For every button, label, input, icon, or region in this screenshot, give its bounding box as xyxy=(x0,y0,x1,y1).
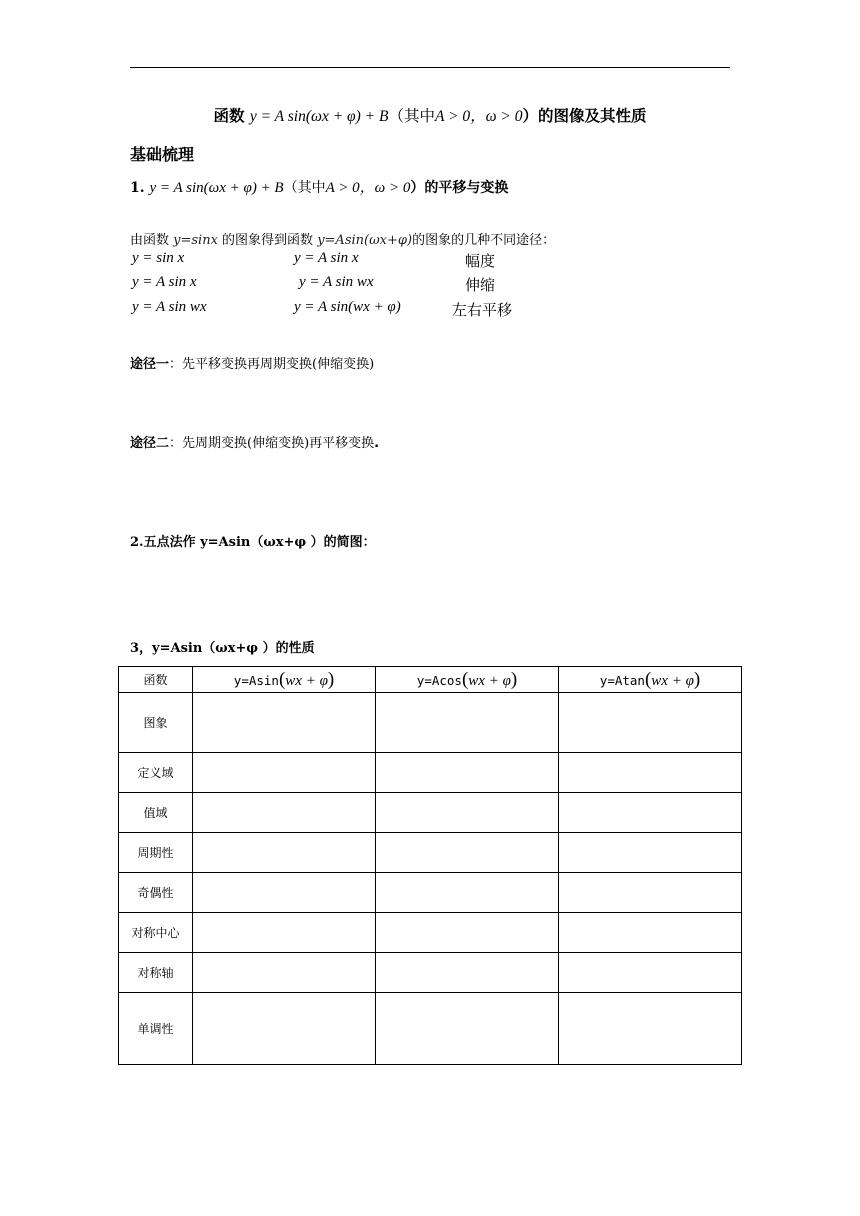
table-cell[interactable] xyxy=(193,913,376,953)
table-row xyxy=(119,913,742,953)
row-label: 单调性 xyxy=(119,993,193,1065)
table-cell[interactable] xyxy=(559,693,742,753)
title-prefix: 函数 xyxy=(213,106,245,125)
table-cell[interactable] xyxy=(193,993,376,1065)
title-condition: A > 0，ω > 0 xyxy=(434,108,523,125)
column-sin-prefix: y=Asin xyxy=(233,672,279,688)
column-sin-arg: wx + φ xyxy=(285,672,328,689)
properties-table xyxy=(118,666,742,1065)
table-cell[interactable] xyxy=(559,753,742,793)
five-point-heading: 2.五点法作 y=Asin（ωx+φ ）的简图： xyxy=(130,535,376,550)
table-cell[interactable] xyxy=(559,833,742,873)
properties-heading: 3，y=Asin（ωx+φ ）的性质 xyxy=(130,641,315,656)
table-row xyxy=(119,753,742,793)
table-cell[interactable] xyxy=(559,793,742,833)
table-cell[interactable] xyxy=(193,793,376,833)
intro-text-c: 的图象的几种不同途径： xyxy=(412,233,556,248)
transform-from: y = sin x xyxy=(132,250,185,266)
page-title xyxy=(0,104,860,126)
row-label: 图象 xyxy=(119,693,193,753)
header-rule xyxy=(130,67,730,68)
table-cell[interactable] xyxy=(193,833,376,873)
table-cell[interactable] xyxy=(193,873,376,913)
table-header-row xyxy=(119,667,742,693)
table-row xyxy=(119,953,742,993)
title-suffix: ）的图像及其性质 xyxy=(522,106,647,125)
table-cell[interactable] xyxy=(376,873,559,913)
subsection-suffix: ）的平移与变换 xyxy=(410,180,509,196)
table-cell[interactable] xyxy=(376,753,559,793)
table-cell[interactable] xyxy=(559,953,742,993)
title-formula: y = A sin(ωx + φ) + B xyxy=(249,108,389,125)
table-cell[interactable] xyxy=(376,993,559,1065)
table-cell[interactable] xyxy=(559,873,742,913)
table-cell[interactable] xyxy=(559,993,742,1065)
row-label: 对称中心 xyxy=(119,913,193,953)
intro-text xyxy=(130,229,555,248)
transform-from: y = A sin wx xyxy=(132,299,207,315)
column-sin: y=Asin(wx + φ) xyxy=(193,667,376,693)
transform-label: 左右平移 xyxy=(452,301,513,319)
column-tan: y=Atan(wx + φ) xyxy=(559,667,742,693)
path-two-label: 途径二 xyxy=(130,436,170,451)
transform-to: y = A sin(wx + φ) xyxy=(294,299,401,315)
header-label: 函数 xyxy=(119,667,193,693)
row-label: 对称轴 xyxy=(119,953,193,993)
table-cell[interactable] xyxy=(559,913,742,953)
path-one-text: ：先平移变换再周期变换(伸缩变换) xyxy=(169,357,375,372)
subsection-condition: A > 0，ω > 0 xyxy=(325,180,411,196)
path-two-end: . xyxy=(374,436,380,451)
table-row xyxy=(119,833,742,873)
transform-label: 幅度 xyxy=(465,252,496,270)
column-cos-arg: wx + φ xyxy=(468,672,511,689)
transform-to: y = A sin x xyxy=(294,250,359,266)
table-cell[interactable] xyxy=(376,913,559,953)
path-one xyxy=(130,353,374,372)
column-cos: y=Acos(wx + φ) xyxy=(376,667,559,693)
intro-text-b: 的图象得到函数 xyxy=(217,233,318,248)
subsection-1-heading xyxy=(130,176,508,197)
intro-func-b: y=Asin(ωx+φ) xyxy=(317,233,413,248)
column-tan-prefix: y=Atan xyxy=(599,672,645,688)
table-cell[interactable] xyxy=(193,693,376,753)
row-label: 奇偶性 xyxy=(119,873,193,913)
row-label: 定义域 xyxy=(119,753,193,793)
table-row xyxy=(119,873,742,913)
subsection-condition-open: （其中 xyxy=(283,180,326,196)
table-row xyxy=(119,693,742,753)
title-condition-open: （其中 xyxy=(388,107,435,125)
transform-label: 伸缩 xyxy=(465,276,496,294)
column-tan-arg: wx + φ xyxy=(651,672,694,689)
table-cell[interactable] xyxy=(376,793,559,833)
subsection-formula: y = A sin(ωx + φ) + B xyxy=(149,180,284,196)
row-label: 值域 xyxy=(119,793,193,833)
intro-text-a: 由函数 xyxy=(130,233,174,248)
table-cell[interactable] xyxy=(376,693,559,753)
path-one-label: 途径一 xyxy=(130,357,170,372)
column-cos-prefix: y=Acos xyxy=(416,672,462,688)
transform-from: y = A sin x xyxy=(132,274,197,290)
row-label: 周期性 xyxy=(119,833,193,873)
table-cell[interactable] xyxy=(193,953,376,993)
table-cell[interactable] xyxy=(376,953,559,993)
table-cell[interactable] xyxy=(193,753,376,793)
transform-to: y = A sin wx xyxy=(299,274,374,290)
path-two xyxy=(130,432,379,451)
table-cell[interactable] xyxy=(376,833,559,873)
subsection-number: 1. xyxy=(130,180,145,196)
table-row xyxy=(119,993,742,1065)
section-heading: 基础梳理 xyxy=(130,145,195,164)
intro-func-a: y=sinx xyxy=(173,233,218,248)
table-row xyxy=(119,793,742,833)
path-two-text: ：先周期变换(伸缩变换)再平移变换 xyxy=(169,436,375,451)
